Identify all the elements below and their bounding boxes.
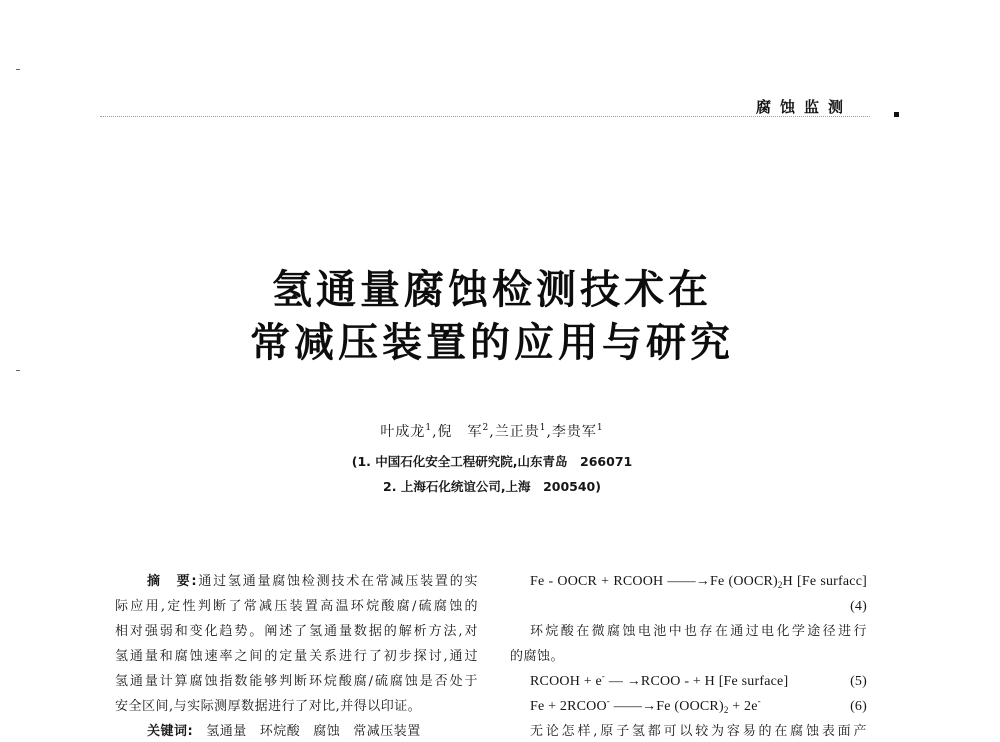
author-affiliation-mark: 1 xyxy=(539,423,547,433)
header-dotted-rule xyxy=(100,116,870,117)
header-bullet xyxy=(894,112,899,117)
equation-text: H [Fe surfacc] xyxy=(782,574,867,589)
equation-superscript: - xyxy=(601,671,606,681)
equation-5 xyxy=(510,673,867,691)
equation-text: ——→Fe (OOCR) xyxy=(610,699,724,714)
abstract-line: 氢通量和腐蚀速率之间的定量关系进行了初步探讨,通过 xyxy=(115,649,478,664)
equation-4 xyxy=(510,573,867,591)
equation-number: (4) xyxy=(850,599,867,614)
equation-number: (6) xyxy=(850,699,867,714)
keyword: 常减压装置 xyxy=(353,724,421,739)
abstract-line: 际应用,定性判断了常减压装置高温环烷酸腐/硫腐蚀的 xyxy=(115,599,478,614)
abstract-line: 安全区间,与实际测厚数据进行了对比,并得以印证。 xyxy=(115,699,422,714)
keywords-line xyxy=(115,723,478,741)
abstract-label: 摘 要: xyxy=(147,574,198,589)
body-paragraph-line: 环烷酸在微腐蚀电池中也存在通过电化学途径进行 xyxy=(530,624,867,639)
equation-6 xyxy=(510,698,867,716)
keyword: 氢通量 xyxy=(206,724,247,739)
equation-text: — →RCOO - + H [Fe surface] xyxy=(605,674,789,689)
author-name: 叶成龙 xyxy=(380,424,426,440)
author-name: 倪 军 xyxy=(437,424,483,440)
scan-artifact xyxy=(16,69,20,70)
equation-body xyxy=(530,698,761,716)
equation-text: + 2e xyxy=(728,699,758,714)
abstract-text: 通过氢通量腐蚀检测技术在常减压装置的实 xyxy=(197,574,478,589)
equation-subscript: 2 xyxy=(723,705,729,715)
body-paragraph-line: 的腐蚀。 xyxy=(510,649,565,664)
paper-title-line-2: 常减压装置的应用与研究 xyxy=(250,319,734,366)
keyword: 腐蚀 xyxy=(313,724,341,739)
equation-superscript: - xyxy=(757,696,761,706)
author-name: 李贵军 xyxy=(551,424,597,440)
left-column xyxy=(115,573,478,741)
affiliation-line: 2. 上海石化统谊公司,上海 200540) xyxy=(383,479,601,494)
keywords-label: 关键词: xyxy=(147,724,194,739)
equation-number: (5) xyxy=(850,674,867,689)
author-name: 兰正贵 xyxy=(494,424,540,440)
author-affiliation-mark: 1 xyxy=(425,423,433,433)
author-separator: , xyxy=(489,424,495,440)
abstract-line xyxy=(115,573,478,591)
affiliation-line: (1. 中国石化安全工程研究院,山东青岛 266071 xyxy=(351,454,633,469)
abstract-line: 氢通量计算腐蚀指数能够判断环烷酸腐/硫腐蚀是否处于 xyxy=(115,674,478,689)
author-separator: , xyxy=(546,424,552,440)
paper-title-line-1: 氢通量腐蚀检测技术在 xyxy=(272,266,712,313)
author-affiliation-mark: 2 xyxy=(482,423,490,433)
equation-text: RCOOH + e xyxy=(530,674,602,689)
equation-subscript: 2 xyxy=(777,580,783,590)
author-separator: , xyxy=(432,424,438,440)
keyword: 环烷酸 xyxy=(259,724,301,739)
body-paragraph-line: 无论怎样,原子氢都可以较为容易的在腐蚀表面产 xyxy=(530,724,867,739)
scan-artifact xyxy=(16,370,20,371)
section-header: 腐蚀监测 xyxy=(756,98,853,116)
equation-text: Fe - OOCR + RCOOH ——→Fe (OOCR) xyxy=(530,574,778,589)
right-column xyxy=(510,573,867,741)
author-list xyxy=(0,421,984,443)
equation-superscript: - xyxy=(606,696,610,706)
equation-text: Fe + 2RCOO xyxy=(530,699,607,714)
abstract-line: 相对强弱和变化趋势。阐述了氢通量数据的解析方法,对 xyxy=(115,624,478,639)
equation-body xyxy=(530,673,788,691)
author-affiliation-mark: 1 xyxy=(596,423,604,433)
